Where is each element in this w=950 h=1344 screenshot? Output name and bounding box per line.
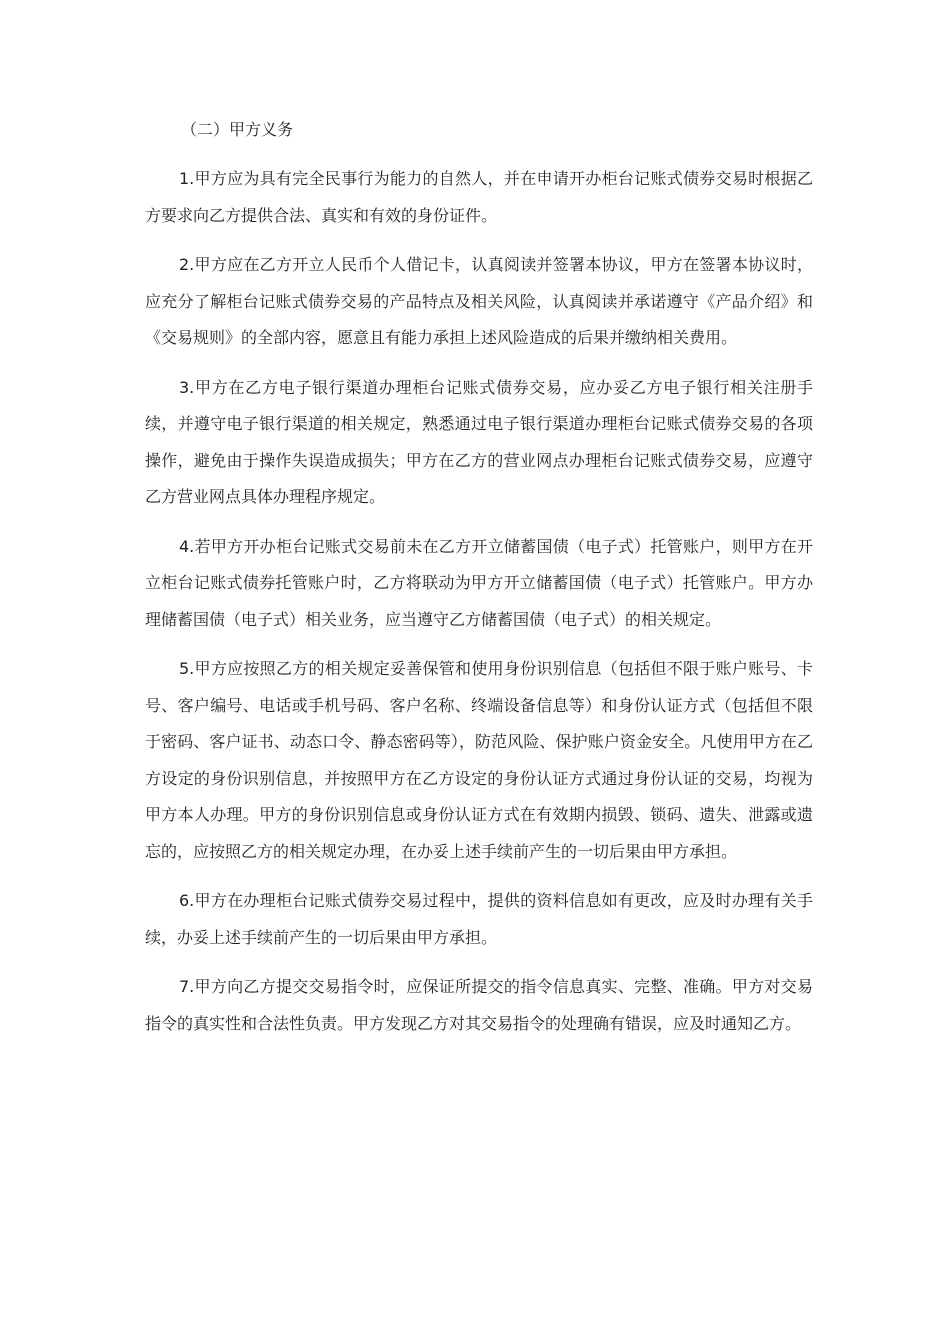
- paragraph-5: 5.甲方应按照乙方的相关规定妥善保管和使用身份识别信息（包括但不限于账户账号、卡号、客户编号、电话或手机号码、客户名称、终端设备信息等）和身份认证方式（包括但不限于密码、客户证书、动态口令、静态密码等），防范风险、保护账户资金安全。凡使用甲方在乙方设定的身份识别信息，并按照甲方在乙方设定的身份认证方式通过身份认证的交易，均视为甲方本人办理。甲方的身份识别信息或身份认证方式在有效期内损毁、锁码、遗失、泄露或遗忘的，应按照乙方的相关规定办理，在办妥上述手续前产生的一切后果由甲方承担。: [145, 659, 813, 861]
- paragraph-7: 7.甲方向乙方提交交易指令时，应保证所提交的指令信息真实、完整、准确。甲方对交易指令的真实性和合法性负责。甲方发现乙方对其交易指令的处理确有错误，应及时通知乙方。: [145, 977, 813, 1033]
- section-heading: （二）甲方义务: [181, 120, 294, 139]
- paragraph-2: 2.甲方应在乙方开立人民币个人借记卡，认真阅读并签署本协议，甲方在签署本协议时，应充分了解柜台记账式债券交易的产品特点及相关风险，认真阅读并承诺遵守《产品介绍》和《交易规则》的全部内容，愿意且有能力承担上述风险造成的后果并缴纳相关费用。: [145, 255, 813, 347]
- paragraph-3: 3.甲方在乙方电子银行渠道办理柜台记账式债券交易，应办妥乙方电子银行相关注册手续，并遵守电子银行渠道的相关规定，熟悉通过电子银行渠道办理柜台记账式债券交易的各项操作，避免由于操作失误造成损失；甲方在乙方的营业网点办理柜台记账式债券交易，应遵守乙方营业网点具体办理程序规定。: [145, 377, 813, 506]
- paragraph-1: 1.甲方应为具有完全民事行为能力的自然人，并在申请开办柜台记账式债券交易时根据乙方要求向乙方提供合法、真实和有效的身份证件。: [145, 169, 813, 225]
- paragraph-6: 6.甲方在办理柜台记账式债券交易过程中，提供的资料信息如有更改，应及时办理有关手续，办妥上述手续前产生的一切后果由甲方承担。: [145, 891, 813, 947]
- document-body: [145, 112, 813, 1055]
- paragraph-4: 4.若甲方开办柜台记账式交易前未在乙方开立储蓄国债（电子式）托管账户，则甲方在开立柜台记账式债券托管账户时，乙方将联动为甲方开立储蓄国债（电子式）托管账户。甲方办理储蓄国债（电子式）相关业务，应当遵守乙方储蓄国债（电子式）的相关规定。: [145, 536, 813, 629]
